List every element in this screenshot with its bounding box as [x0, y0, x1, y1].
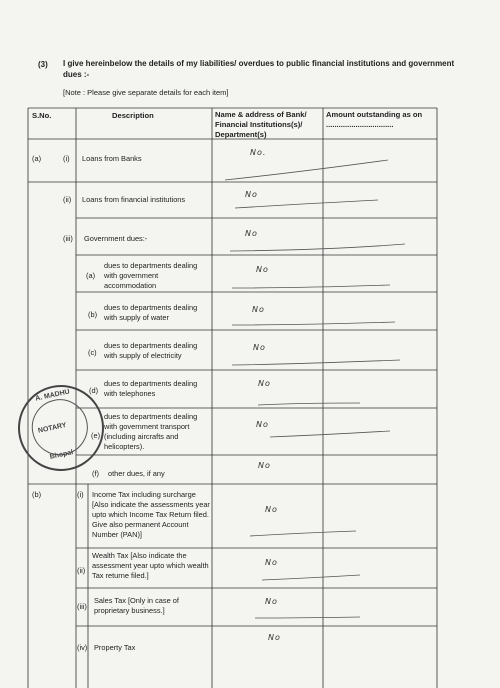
row-description: Loans from financial institutions	[82, 195, 186, 204]
row-description: Loans from Banks	[82, 154, 142, 163]
row-entry: No	[265, 505, 278, 514]
row-description: Property Tax	[94, 643, 136, 652]
row-description: Income Tax including surcharge [Also indicate the assessments year upto which Income Tax Return filed. Give also permanent Account Number (PAN)]	[92, 490, 210, 539]
row-entry: No	[258, 379, 271, 388]
row-entry: No	[245, 190, 258, 199]
stamp-bottom-text: Bhopal	[49, 449, 74, 461]
row-sub: (iii)	[77, 602, 87, 611]
row-sub: (d)	[89, 386, 99, 395]
row-sub: (ii)	[63, 195, 72, 204]
stamp-top-text: A. MADHU	[34, 388, 71, 403]
row-description: Government dues:-	[84, 234, 148, 243]
col-header-description: Description	[112, 111, 154, 120]
row-description: dues to departments dealing with supply of water	[104, 303, 198, 322]
row-entry: No	[268, 633, 281, 642]
col-header-sno: S.No.	[32, 111, 52, 120]
row-entry: No	[258, 461, 271, 470]
row-sub: (i)	[63, 154, 70, 163]
row-entry: No	[265, 597, 278, 606]
row-sub: (i)	[77, 490, 84, 499]
row-entry: No	[253, 343, 266, 352]
row-description: dues to departments dealing with telephones	[104, 379, 198, 398]
stamp-middle-text: NOTARY	[37, 421, 68, 435]
row-sub: (ii)	[77, 566, 86, 575]
row-sub: (a)	[86, 271, 96, 280]
row-sub: (iii)	[63, 234, 73, 243]
sno-b: (b)	[32, 490, 42, 499]
row-entry: No	[252, 305, 265, 314]
row-sub: (iv)	[77, 643, 88, 652]
section-number: (3)	[38, 60, 48, 69]
row-sub: (c)	[88, 348, 97, 357]
row-entry: No	[265, 558, 278, 567]
row-description: Sales Tax [Only in case of proprietary business.]	[94, 596, 179, 615]
row-description: dues to departments dealing with government accommodation	[104, 261, 198, 290]
row-entry: No	[245, 229, 258, 238]
col-header-name-address: Name & address of Bank/ Financial Institutions(s)/ Department(s)	[215, 110, 307, 139]
row-entry: No	[256, 265, 269, 274]
row-sub: (f)	[92, 469, 99, 478]
col-header-amount: Amount outstanding as on ................................	[326, 110, 423, 129]
sno-a: (a)	[32, 154, 42, 163]
note-text: [Note : Please give separate details for each item]	[63, 88, 229, 97]
row-sub: (e)	[91, 431, 101, 440]
row-entry: No	[256, 420, 269, 429]
row-description: other dues, if any	[108, 469, 165, 478]
row-entry: No.	[250, 148, 267, 157]
row-description: dues to departments dealing with supply of electricity	[104, 341, 198, 360]
row-description: Wealth Tax [Also indicate the assessment year upto which wealth Tax returne filed.]	[92, 551, 209, 580]
row-description: dues to departments dealing with government transport (including aircrafts and helicopters).	[104, 412, 198, 451]
section-heading: I give hereinbelow the details of my liabilities/ overdues to public financial institutions and government dues :-	[63, 59, 455, 79]
row-sub: (b)	[88, 310, 98, 319]
